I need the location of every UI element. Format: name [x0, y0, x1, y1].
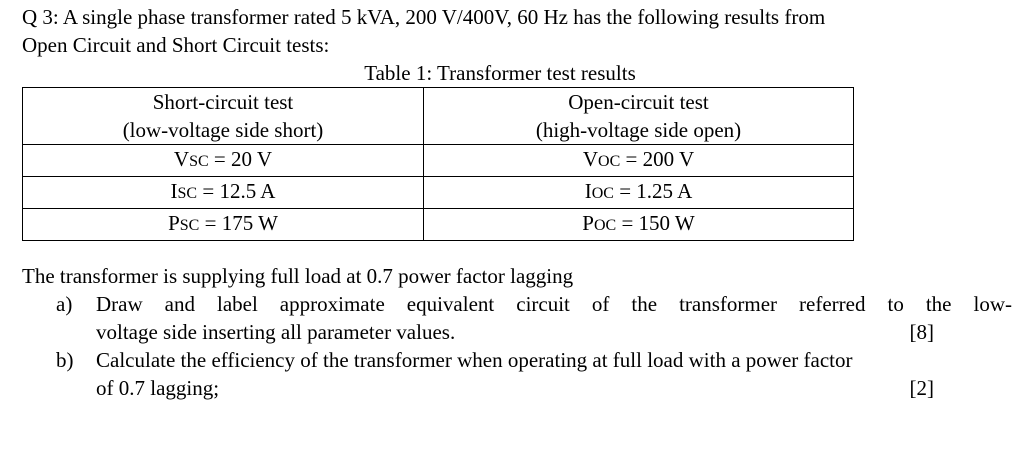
transformer-test-table	[22, 87, 854, 241]
table-header-row	[23, 88, 854, 145]
part-a-line-1: Draw and label approximate equivalent circuit of the transformer referred to the low-	[96, 292, 1012, 316]
question-body	[22, 262, 1012, 402]
subscript: OC	[593, 217, 617, 234]
subscript: SC	[189, 153, 209, 170]
value: = 20 V	[208, 147, 273, 171]
symbol: V	[173, 147, 190, 171]
part-b-line-1: Calculate the efficiency of the transformer when operating at full load with a power factor	[96, 348, 853, 372]
cell-psc	[23, 209, 424, 241]
load-statement: The transformer is supplying full load at 0.7 power factor lagging	[22, 264, 574, 288]
part-a	[22, 290, 1012, 346]
question-heading	[22, 3, 1012, 59]
value: = 12.5 A	[197, 179, 276, 203]
header-open-circuit-title: Open-circuit test	[568, 90, 709, 114]
symbol: P	[168, 211, 180, 235]
part-b-marker: b)	[56, 348, 74, 372]
value: = 150 W	[616, 211, 695, 235]
part-a-marker: a)	[56, 292, 73, 316]
cell-vsc	[23, 145, 424, 177]
table-caption: Table 1: Transformer test results	[364, 61, 636, 85]
part-b-marks: [2]	[909, 376, 934, 400]
symbol: V	[582, 147, 599, 171]
part-a-line-2	[96, 318, 1012, 346]
part-b	[22, 346, 1012, 402]
symbol: I	[584, 179, 592, 203]
symbol: P	[582, 211, 594, 235]
header-short-circuit-title: Short-circuit test	[152, 90, 294, 114]
value: = 175 W	[199, 211, 278, 235]
symbol: I	[170, 179, 178, 203]
header-short-circuit-note: (low-voltage side short)	[122, 118, 324, 142]
header-short-circuit	[23, 88, 424, 145]
part-a-marks: [8]	[909, 320, 934, 344]
cell-voc	[424, 145, 854, 177]
header-open-circuit	[424, 88, 854, 145]
subscript: SC	[177, 185, 198, 202]
table-row	[23, 209, 854, 241]
table-row	[23, 177, 854, 209]
subscript: OC	[591, 185, 614, 202]
table-row	[23, 145, 854, 177]
cell-isc	[23, 177, 424, 209]
question-line-2: Open Circuit and Short Circuit tests:	[22, 33, 330, 57]
subscript: SC	[179, 217, 200, 234]
part-a-line-2-text: voltage side inserting all parameter values.	[96, 320, 456, 344]
header-open-circuit-note: (high-voltage side open)	[535, 118, 742, 142]
part-b-line-2	[96, 374, 1012, 402]
value: = 1.25 A	[613, 179, 693, 203]
cell-poc	[424, 209, 854, 241]
subscript: OC	[598, 153, 621, 170]
part-b-line-2-text: of 0.7 lagging;	[96, 376, 220, 400]
value: = 200 V	[620, 147, 695, 171]
question-line-1: Q 3: A single phase transformer rated 5 kVA, 200 V/400V, 60 Hz has the following results from	[22, 5, 826, 29]
cell-ioc	[424, 177, 854, 209]
